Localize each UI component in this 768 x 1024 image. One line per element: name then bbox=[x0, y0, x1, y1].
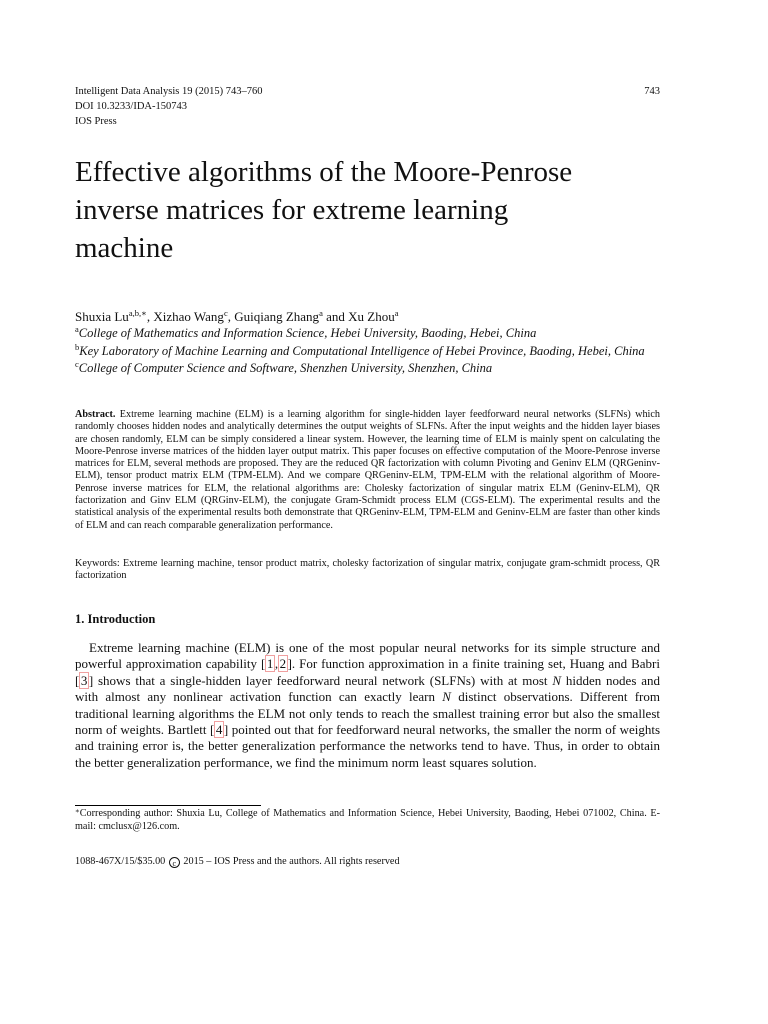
citation-link-2[interactable]: 2 bbox=[279, 656, 287, 672]
copyright-line bbox=[75, 855, 400, 868]
body-text: distinct observations. Different from traditional learning algorithms the ELM not only tends to reach the smallest training error but also the smallest norm of weights. Bartlett [ bbox=[75, 689, 660, 738]
abstract bbox=[75, 409, 660, 532]
affiliation-mark: c bbox=[75, 359, 79, 369]
citation-link-3[interactable]: 3 bbox=[80, 672, 88, 688]
journal-header bbox=[75, 84, 660, 129]
author-affiliation-mark: c bbox=[223, 308, 228, 318]
affiliation-text: Key Laboratory of Machine Learning and Computational Intelligence of Hebei Province, Baoding, Hebei, China bbox=[79, 343, 645, 358]
author-separator: , bbox=[146, 309, 154, 324]
affiliation-text: College of Mathematics and Information Science, Hebei University, Baoding, Hebei, China bbox=[78, 326, 537, 340]
author-separator: and bbox=[322, 309, 349, 324]
page-number: 743 bbox=[644, 86, 660, 97]
introduction-paragraph bbox=[75, 640, 660, 771]
math-variable-n: N bbox=[442, 689, 451, 705]
abstract-label: Abstract. bbox=[75, 409, 116, 420]
footnote-divider bbox=[75, 805, 261, 806]
affiliation bbox=[75, 360, 660, 378]
citation-link-4[interactable]: 4 bbox=[215, 722, 223, 738]
affiliation-text: College of Computer Science and Software, Shenzhen University, Shenzhen, China bbox=[78, 361, 493, 375]
affiliation-mark: a bbox=[75, 324, 79, 334]
author-list bbox=[75, 308, 399, 325]
issn-price: 1088-467X/15/$35.00 bbox=[75, 856, 166, 867]
author-affiliation-mark: a bbox=[394, 308, 399, 318]
title-line: inverse matrices for extreme learning bbox=[75, 194, 509, 226]
body-text: hidden nodes and with almost any nonlinear activation function can exactly learn bbox=[75, 672, 660, 705]
author-separator: , bbox=[227, 309, 235, 324]
citation-link-1[interactable]: 1 bbox=[266, 656, 274, 672]
body-text: Extreme learning machine (ELM) is one of the most popular neural networks for its simple structure and powerful approximation capability [ bbox=[75, 640, 660, 672]
copyright-icon: c bbox=[169, 857, 180, 868]
body-text: ] shows that a single-hidden layer feedforward neural network (SLFNs) with at most bbox=[88, 672, 553, 688]
affiliation bbox=[75, 325, 660, 343]
section-heading-introduction: 1. Introduction bbox=[75, 612, 156, 626]
body-text: ]. For function approximation in a finite training set, Huang and Babri [ bbox=[75, 656, 660, 688]
copyright-text: 2015 – IOS Press and the authors. All rights reserved bbox=[183, 856, 400, 867]
affiliation-list bbox=[75, 325, 660, 378]
corresponding-author-footnote bbox=[75, 808, 660, 833]
author-name: Shuxia Lu bbox=[75, 309, 129, 324]
author-name: Xu Zhou bbox=[348, 309, 395, 324]
author-affiliation-mark: a bbox=[319, 308, 323, 318]
author-name: Xizhao Wang bbox=[153, 309, 224, 324]
title-line: Effective algorithms of the Moore-Penrose bbox=[75, 156, 573, 188]
abstract-text: Extreme learning machine (ELM) is a learning algorithm for single-hidden layer feedforward neural networks (SLFNs) which randomly chooses hidden nodes and analytically determines the output weights of SLFNs. After the input weights and the hidden layer biases are chosen randomly, ELM can be simply considered a linear system. However, the learning time of ELM is mainly spent on calculating the Moore-Penrose inverse matrices of the hidden layer output matrix. This paper focuses on effective computation of the Moore-Penrose inverse matrices for ELM, several methods are proposed. They are the reduced QR factorization with column Pivoting and Geninv ELM (QRGeninv-ELM), tensor product matrix ELM (TPM-ELM). And we compare QRGeninv-ELM, TPM-ELM with the relational algorithm of Moore-Penrose inverse matrices for ELM, the relational algorithms are: Cholesky factorization of singular matrix ELM (Geninv-ELM), QR factorization and Ginv ELM (QRGinv-ELM), the conjugate Gram-Schmidt process ELM (CGS-ELM). The experimental results and the statistical analysis of the experimental results both demonstrate that QRGeninv-ELM, TPM-ELM and Geninv-ELM are faster than other kinds of ELM and can reach comparable generalization performance. bbox=[75, 409, 660, 531]
body-text: ] pointed out that for feedforward neural networks, the smaller the norm of weights and training error is, the better generalization performance the networks tend to have. Thus, in order to obtain the better generalization performance, we find the minimum norm least squares solution. bbox=[75, 722, 661, 770]
affiliation-mark: b bbox=[75, 341, 80, 352]
body-text: , bbox=[274, 656, 279, 672]
math-variable-n: N bbox=[552, 672, 562, 688]
publisher-line: IOS Press bbox=[75, 116, 117, 127]
journal-citation: Intelligent Data Analysis 19 (2015) 743–760 bbox=[75, 86, 263, 97]
footnote-text: Corresponding author: Shuxia Lu, College of Mathematics and Information Science, Hebei University, Baoding, Hebei 071002, China. E-mail: cmclusx@126.com. bbox=[75, 808, 660, 832]
title-line: machine bbox=[75, 232, 174, 264]
author-affiliation-mark: a,b,∗ bbox=[128, 308, 147, 318]
author-name: Guiqiang Zhang bbox=[234, 309, 320, 324]
affiliation bbox=[75, 343, 660, 361]
keywords: Keywords: Extreme learning machine, tensor product matrix, cholesky factorization of singular matrix, conjugate gram-schmidt process, QR factorization bbox=[75, 558, 660, 582]
doi-line: DOI 10.3233/IDA-150743 bbox=[75, 101, 187, 112]
footnote-mark: ∗ bbox=[75, 807, 80, 815]
paper-title bbox=[75, 153, 675, 267]
